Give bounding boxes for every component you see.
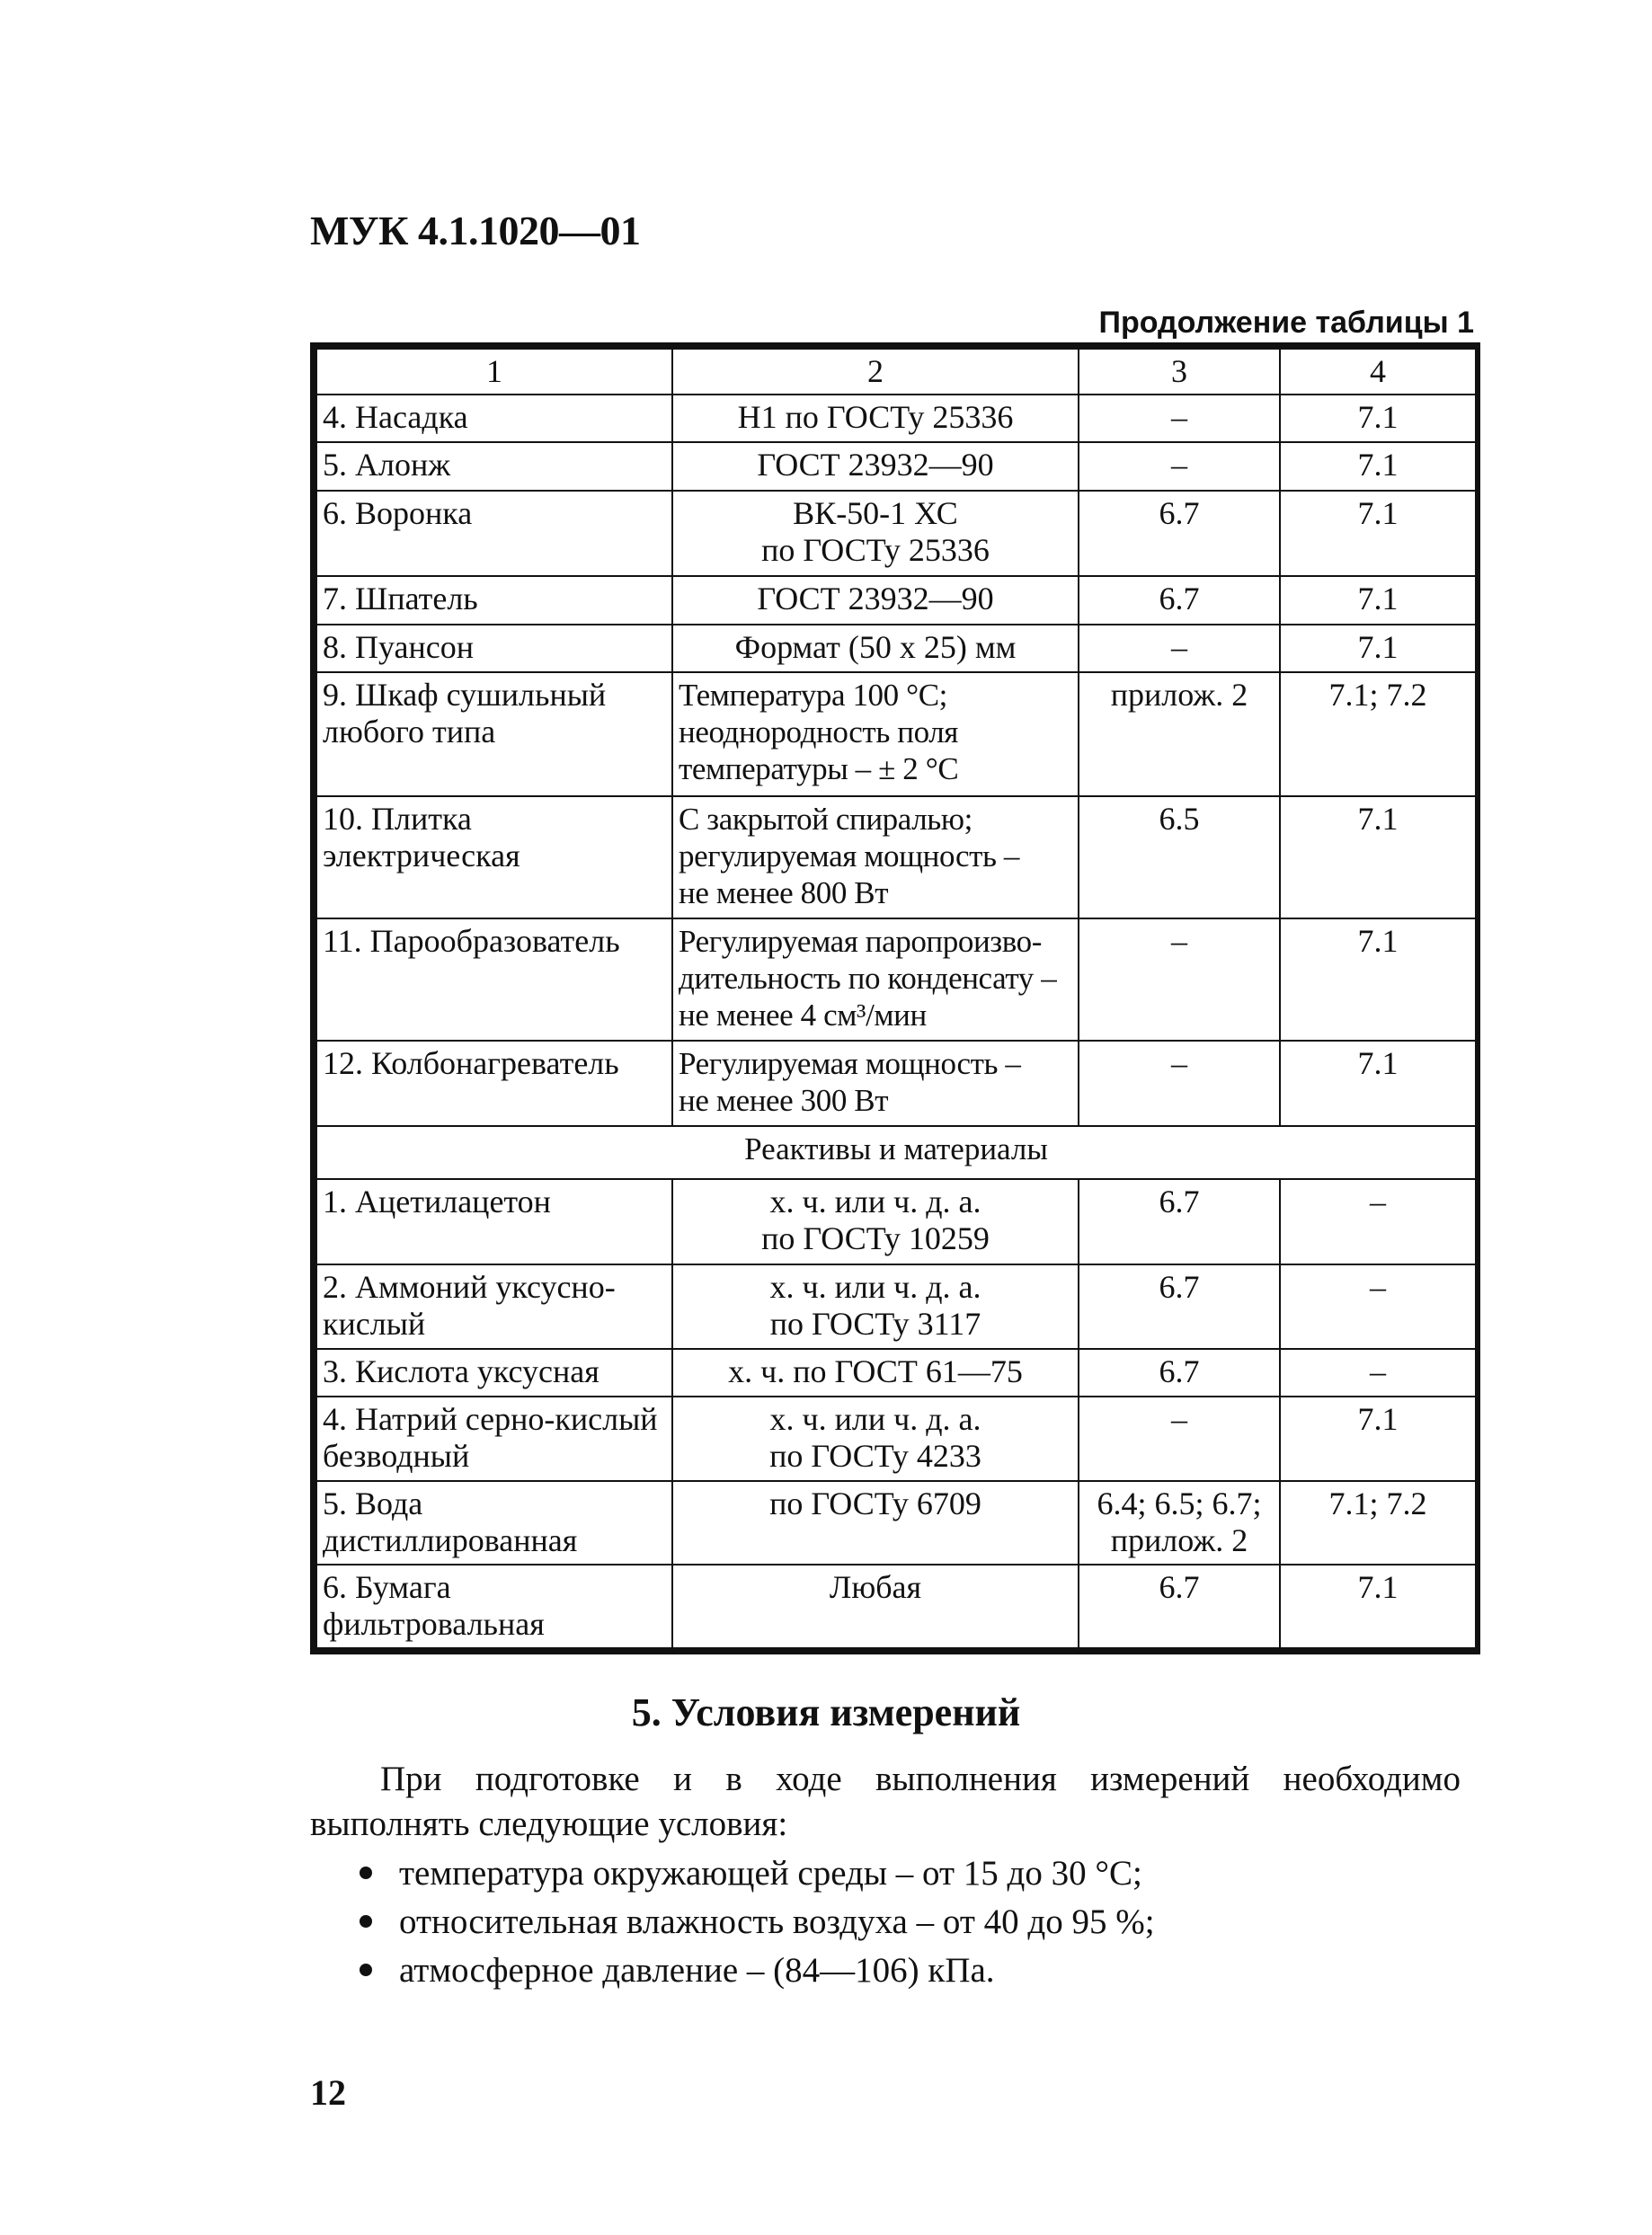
item-name: 9. Шкаф сушильный любого типа xyxy=(316,672,672,796)
item-spec: Температура 100 °С; неоднородность поля температуры – ± 2 °С xyxy=(672,672,1079,796)
item-section: 7.1 xyxy=(1280,442,1476,490)
item-spec: Регулируемая мощность – не менее 300 Вт xyxy=(672,1041,1079,1127)
equipment-table xyxy=(315,348,1477,1649)
table-header-row xyxy=(316,349,1476,395)
item-clause: прилож. 2 xyxy=(1079,672,1280,796)
reagent-clause: 6.7 xyxy=(1079,1264,1280,1349)
reagent-spec: Любая xyxy=(672,1565,1079,1648)
item-name: 7. Шпатель xyxy=(316,576,672,624)
bullet-icon xyxy=(360,1867,372,1879)
section-row xyxy=(316,1126,1476,1178)
reagent-name: 5. Вода дистиллированная xyxy=(316,1481,672,1565)
item-clause: – xyxy=(1079,442,1280,490)
table-row xyxy=(316,442,1476,490)
column-header: 3 xyxy=(1079,349,1280,395)
item-section: 7.1 xyxy=(1280,395,1476,442)
reagent-section: 7.1 xyxy=(1280,1565,1476,1648)
table-row xyxy=(316,491,1476,577)
equipment-table-frame xyxy=(310,342,1480,1654)
reagents-section-heading: Реактивы и материалы xyxy=(316,1126,1476,1178)
reagent-section: – xyxy=(1280,1179,1476,1265)
table-row xyxy=(316,625,1476,672)
reagent-name: 6. Бумага фильтровальная xyxy=(316,1565,672,1648)
item-spec: Регулируемая паропроизво- дительность по конденсату – не менее 4 см³/мин xyxy=(672,918,1079,1041)
column-header: 1 xyxy=(316,349,672,395)
table-row xyxy=(316,918,1476,1041)
item-spec: ГОСТ 23932—90 xyxy=(672,576,1079,624)
item-clause: – xyxy=(1079,1041,1280,1127)
table-row xyxy=(316,1041,1476,1127)
reagent-clause: 6.4; 6.5; 6.7; прилож. 2 xyxy=(1079,1481,1280,1565)
list-item xyxy=(360,1948,1155,1993)
item-spec: Н1 по ГОСТу 25336 xyxy=(672,395,1079,442)
reagent-name: 2. Аммоний уксусно-кислый xyxy=(316,1264,672,1349)
item-name: 8. Пуансон xyxy=(316,625,672,672)
item-clause: 6.7 xyxy=(1079,576,1280,624)
bullet-icon xyxy=(360,1964,372,1976)
item-section: 7.1 xyxy=(1280,491,1476,577)
item-spec: Формат (50 х 25) мм xyxy=(672,625,1079,672)
item-section: 7.1 xyxy=(1280,796,1476,918)
page-number: 12 xyxy=(310,2072,346,2113)
reagent-clause: 6.7 xyxy=(1079,1349,1280,1397)
item-spec: С закрытой спиралью; регулируемая мощность – не менее 800 Вт xyxy=(672,796,1079,918)
table-row xyxy=(316,796,1476,918)
reagent-name: 1. Ацетилацетон xyxy=(316,1179,672,1265)
table-row xyxy=(316,1264,1476,1349)
table-row xyxy=(316,576,1476,624)
list-item-text: относительная влажность воздуха – от 40 до 95 %; xyxy=(399,1902,1155,1941)
item-clause: 6.7 xyxy=(1079,491,1280,577)
reagent-section: 7.1 xyxy=(1280,1397,1476,1481)
item-clause: – xyxy=(1079,625,1280,672)
table-row xyxy=(316,1349,1476,1397)
table-row xyxy=(316,672,1476,796)
item-name: 4. Насадка xyxy=(316,395,672,442)
item-section: 7.1; 7.2 xyxy=(1280,672,1476,796)
item-name: 11. Парообразователь xyxy=(316,918,672,1041)
item-section: 7.1 xyxy=(1280,625,1476,672)
table-row xyxy=(316,395,1476,442)
conditions-intro xyxy=(310,1757,1461,1847)
reagent-name: 3. Кислота уксусная xyxy=(316,1349,672,1397)
table-row xyxy=(316,1179,1476,1265)
reagent-spec: х. ч. или ч. д. а. по ГОСТу 3117 xyxy=(672,1264,1079,1349)
reagent-name: 4. Натрий серно-кислый безводный xyxy=(316,1397,672,1481)
item-spec: ВК-50-1 ХС по ГОСТу 25336 xyxy=(672,491,1079,577)
intro-line: выполнять следующие условия: xyxy=(310,1805,788,1843)
column-header: 2 xyxy=(672,349,1079,395)
list-item xyxy=(360,1900,1155,1945)
section-heading: 5. Условия измерений xyxy=(631,1690,1021,1734)
reagent-section: 7.1; 7.2 xyxy=(1280,1481,1476,1565)
list-item-text: температура окружающей среды – от 15 до 30 °С; xyxy=(399,1854,1142,1893)
reagent-spec: по ГОСТу 6709 xyxy=(672,1481,1079,1565)
item-section: 7.1 xyxy=(1280,576,1476,624)
bullet-icon xyxy=(360,1915,372,1928)
intro-line: При подготовке и в ходе выполнения измерений необходимо xyxy=(380,1760,1461,1798)
item-spec: ГОСТ 23932—90 xyxy=(672,442,1079,490)
item-name: 5. Алонж xyxy=(316,442,672,490)
item-name: 10. Плитка электрическая xyxy=(316,796,672,918)
reagent-clause: 6.7 xyxy=(1079,1179,1280,1265)
table-row xyxy=(316,1565,1476,1648)
reagent-spec: х. ч. или ч. д. а. по ГОСТу 4233 xyxy=(672,1397,1079,1481)
reagent-clause: – xyxy=(1079,1397,1280,1481)
item-name: 12. Колбонагреватель xyxy=(316,1041,672,1127)
reagent-clause: 6.7 xyxy=(1079,1565,1280,1648)
item-name: 6. Воронка xyxy=(316,491,672,577)
column-header: 4 xyxy=(1280,349,1476,395)
item-section: 7.1 xyxy=(1280,1041,1476,1127)
item-clause: 6.5 xyxy=(1079,796,1280,918)
reagent-spec: х. ч. по ГОСТ 61—75 xyxy=(672,1349,1079,1397)
table-row xyxy=(316,1397,1476,1481)
reagent-section: – xyxy=(1280,1264,1476,1349)
reagent-spec: х. ч. или ч. д. а. по ГОСТу 10259 xyxy=(672,1179,1079,1265)
table-caption: Продолжение таблицы 1 xyxy=(1098,306,1474,340)
item-clause: – xyxy=(1079,918,1280,1041)
item-section: 7.1 xyxy=(1280,918,1476,1041)
list-item xyxy=(360,1851,1155,1896)
conditions-list xyxy=(360,1851,1155,1997)
table-row xyxy=(316,1481,1476,1565)
document-code: МУК 4.1.1020—01 xyxy=(310,208,641,253)
item-clause: – xyxy=(1079,395,1280,442)
list-item-text: атмосферное давление – (84—106) кПа. xyxy=(399,1951,995,1990)
reagent-section: – xyxy=(1280,1349,1476,1397)
